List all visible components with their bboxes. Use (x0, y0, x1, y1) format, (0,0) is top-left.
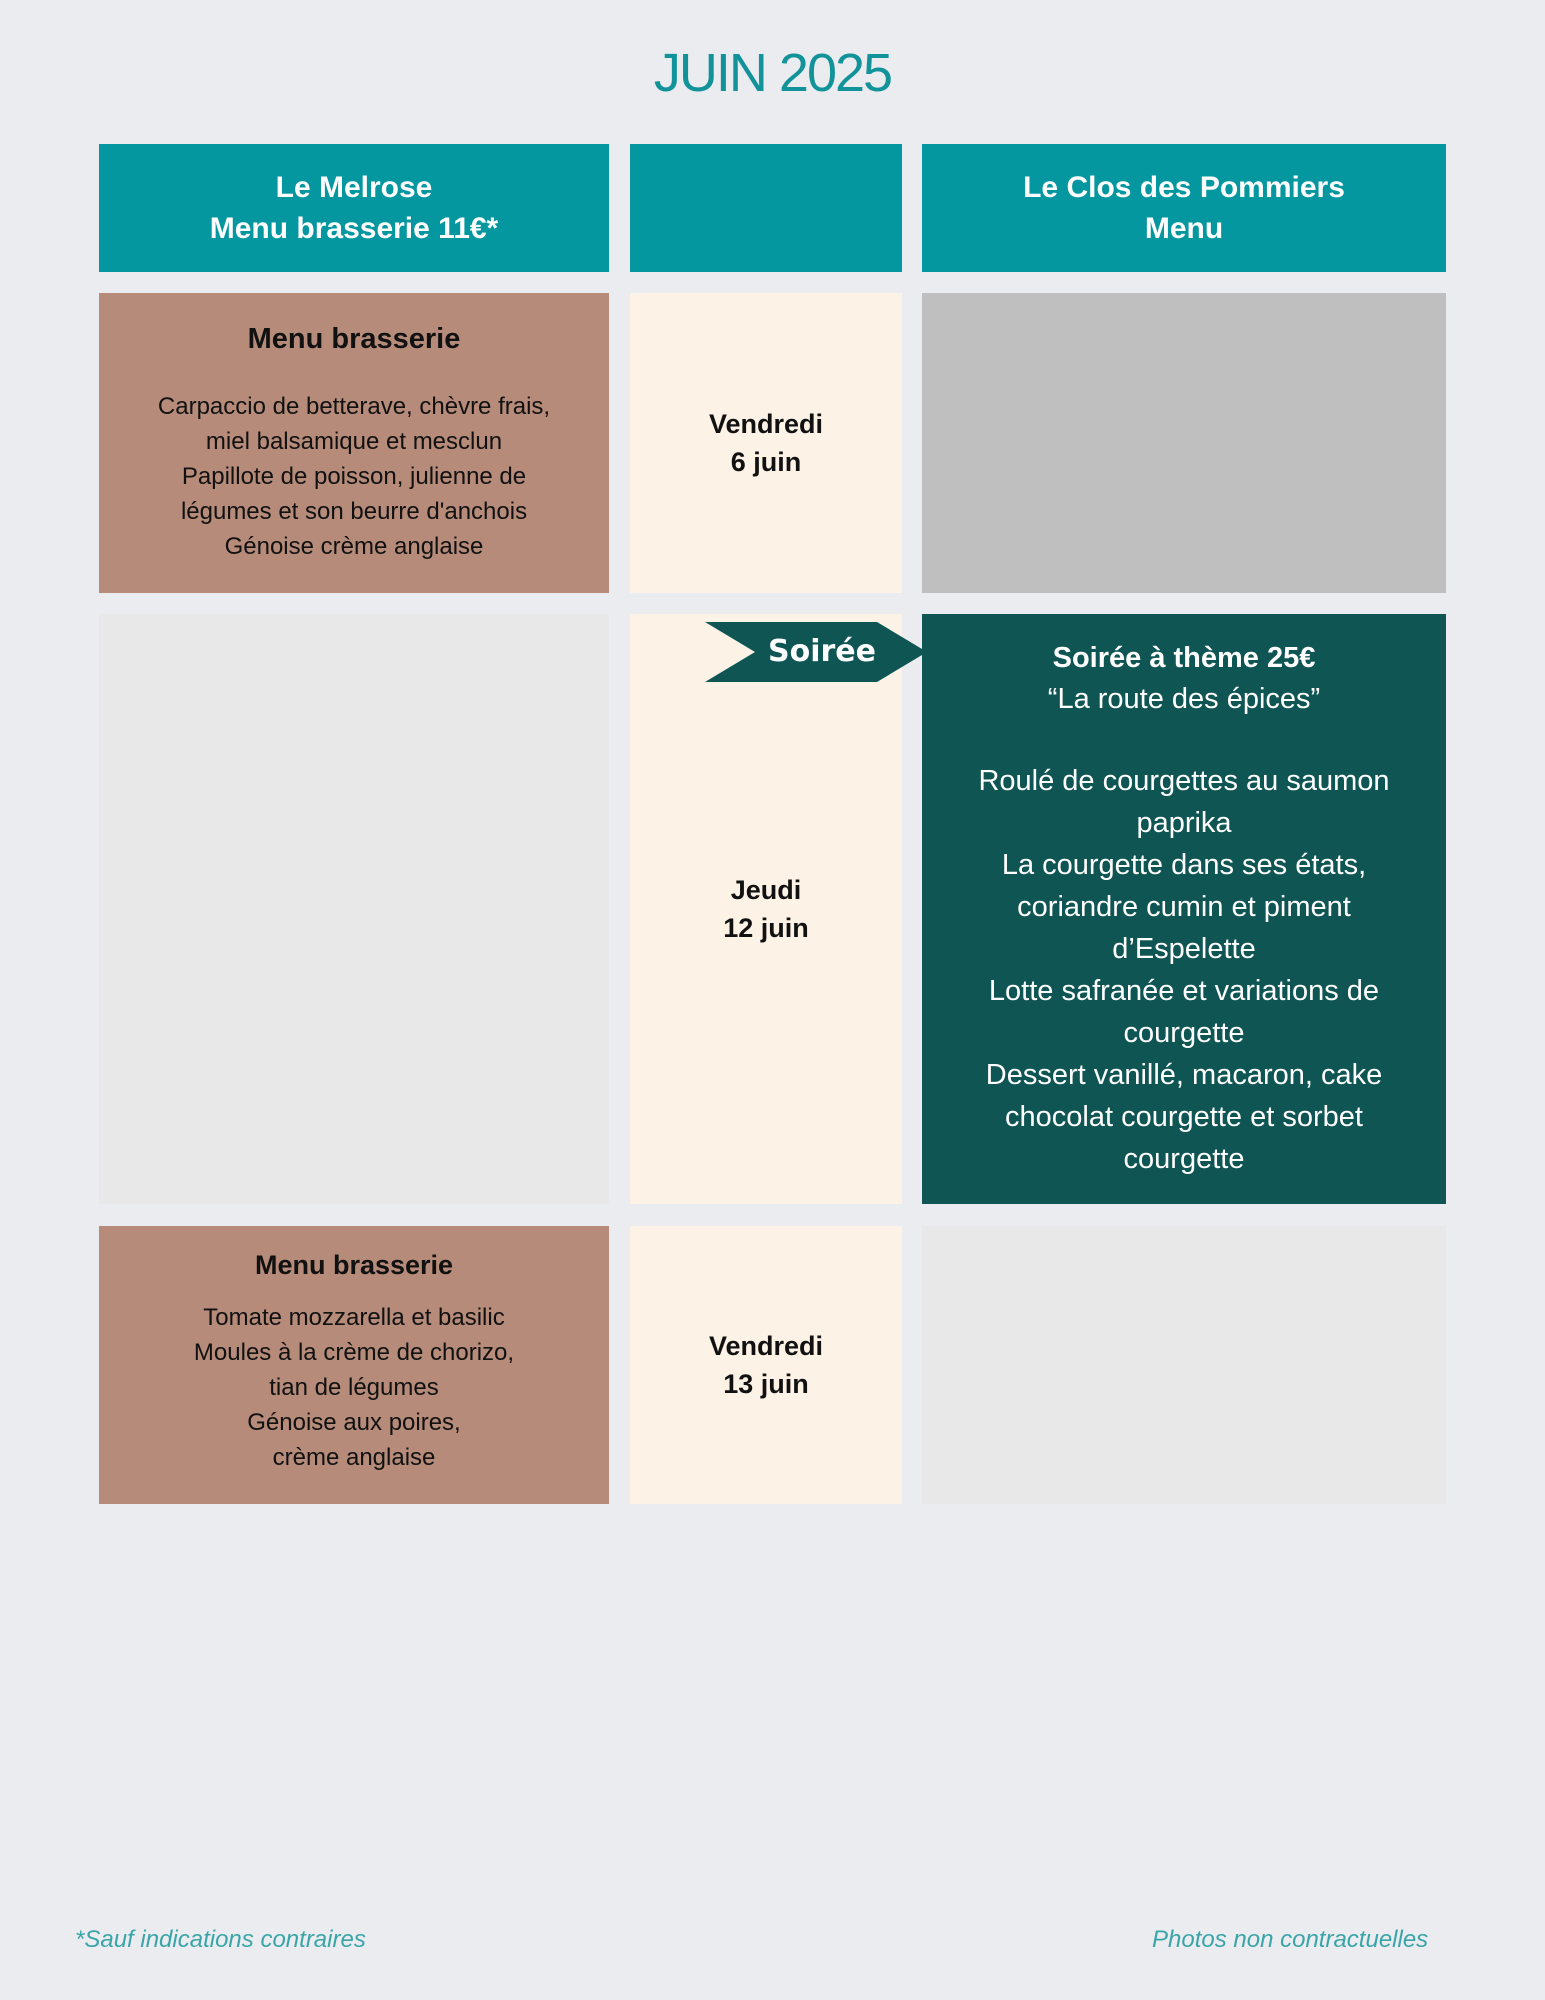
soiree-line: La courgette dans ses états, (1001, 849, 1367, 881)
menu-line: miel balsamique et mesclun (205, 428, 503, 455)
date-number: 13 juin (723, 1369, 809, 1399)
soiree-line: d’Espelette (1112, 933, 1256, 965)
menu-line: légumes et son beurre d'anchois (180, 498, 528, 525)
soiree-line: chocolat courgette et sorbet (1005, 1101, 1363, 1133)
date-day: Vendredi (708, 1331, 824, 1361)
soiree-line: Dessert vanillé, macaron, cake (985, 1059, 1383, 1091)
header-le-melrose (99, 144, 609, 272)
empty-cell (922, 1226, 1446, 1504)
footer-note: *Sauf indications contraires (75, 1926, 366, 1953)
date-day: Jeudi (730, 875, 802, 905)
date-number: 6 juin (730, 447, 802, 477)
soiree-subheading: “La route des épices” (1047, 683, 1321, 715)
menu-line: Carpaccio de betterave, chèvre frais, (157, 393, 551, 420)
date-cell-13-juin (630, 1226, 902, 1504)
menu-line: Moules à la crème de chorizo, (193, 1339, 515, 1366)
soiree-line: Lotte safranée et variations de (988, 975, 1380, 1007)
header-right-line-1: Le Clos des Pommiers (1023, 171, 1345, 204)
menu-line: crème anglaise (272, 1444, 436, 1471)
date-cell-12-juin (630, 614, 902, 1204)
photo-placeholder (922, 293, 1446, 593)
footer-disclaimer: Photos non contractuelles (1152, 1926, 1429, 1953)
brasserie-menu-13-juin (99, 1226, 609, 1504)
soiree-line: paprika (1136, 807, 1232, 839)
menu-line: Génoise crème anglaise (224, 533, 484, 560)
soiree-theme-menu (922, 614, 1446, 1204)
header-left-line-2: Menu brasserie 11€* (209, 212, 499, 245)
soiree-tag-label: Soirée (768, 634, 876, 669)
soiree-line: Roulé de courgettes au saumon (978, 765, 1390, 797)
menu-line: Papillote de poisson, julienne de (181, 463, 527, 490)
soiree-heading: Soirée à thème 25€ (1052, 642, 1316, 674)
menu-line: Génoise aux poires, (247, 1409, 461, 1436)
date-day: Vendredi (708, 409, 824, 439)
header-date-column (630, 144, 902, 272)
soiree-line: coriandre cumin et piment (1017, 891, 1351, 923)
page-title: JUIN 2025 (653, 43, 892, 103)
date-cell-6-juin (630, 293, 902, 593)
soiree-ribbon-tag (705, 622, 927, 682)
header-right-line-2: Menu (1144, 212, 1224, 245)
menu-line: tian de légumes (269, 1374, 439, 1401)
header-clos-des-pommiers (922, 144, 1446, 272)
soiree-line: courgette (1123, 1017, 1245, 1049)
menu-heading: Menu brasserie (247, 323, 461, 355)
empty-cell (99, 614, 609, 1204)
menu-line: Tomate mozzarella et basilic (203, 1304, 505, 1331)
header-left-line-1: Le Melrose (275, 171, 433, 204)
brasserie-menu-6-juin (99, 293, 609, 593)
date-number: 12 juin (723, 913, 809, 943)
menu-heading: Menu brasserie (254, 1250, 454, 1280)
soiree-line: courgette (1123, 1143, 1245, 1175)
